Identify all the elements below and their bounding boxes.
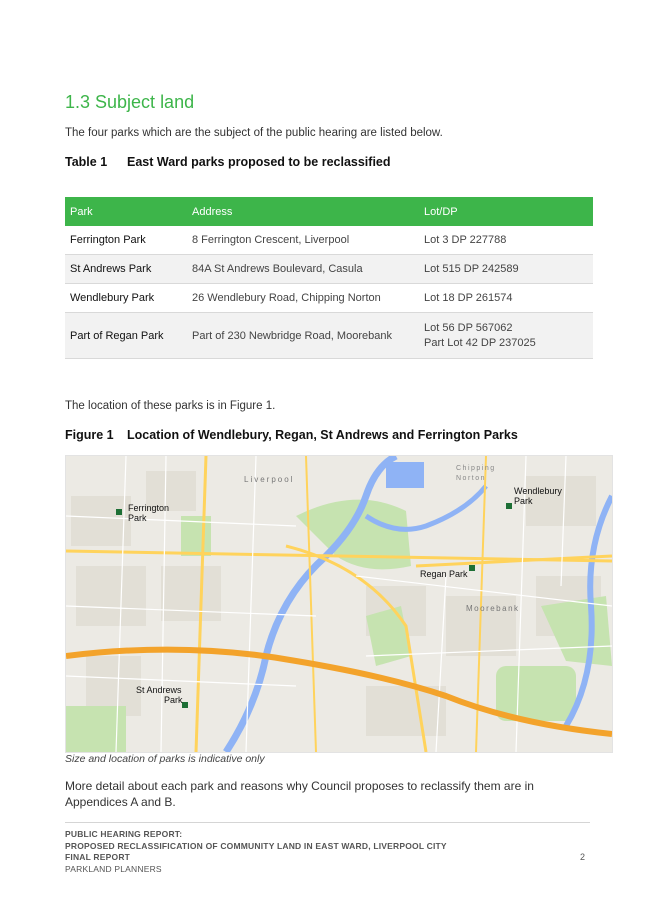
label-standrews-1: St Andrews (136, 685, 182, 695)
cell-park: Ferrington Park (65, 226, 187, 255)
map-caption: Size and location of parks is indicative only (65, 753, 265, 765)
section-heading: 1.3 Subject land (65, 92, 195, 112)
footer-line-4: PARKLAND PLANNERS (65, 863, 162, 874)
intro-paragraph: The four parks which are the subject of the public hearing are listed below. (65, 127, 443, 139)
table-header-row (65, 197, 593, 226)
table-row (65, 313, 593, 359)
cell-park: St Andrews Park (65, 255, 187, 284)
cell-park: Wendlebury Park (65, 284, 187, 313)
label-chipping: Chipping (456, 465, 496, 472)
standrews-marker (182, 702, 188, 708)
footer-line-2: PROPOSED RECLASSIFICATION OF COMMUNITY LAND IN EAST WARD, LIVERPOOL CITY (65, 840, 447, 851)
label-wendlebury-2: Park (514, 496, 533, 506)
page-footer (65, 829, 447, 875)
table-caption (65, 155, 391, 169)
figure-caption (65, 428, 518, 442)
regan-marker (469, 565, 475, 571)
cell-lot: Lot 3 DP 227788 (419, 226, 593, 255)
cell-lot (419, 313, 593, 359)
map-lake (386, 462, 424, 488)
header-park: Park (65, 197, 187, 226)
location-map (65, 455, 613, 753)
cell-address: Part of 230 Newbridge Road, Moorebank (187, 313, 419, 359)
label-liverpool: Liverpool (244, 475, 295, 484)
cell-address: 8 Ferrington Crescent, Liverpool (187, 226, 419, 255)
page-number: 2 (580, 852, 586, 862)
table-number: Table 1 (65, 155, 108, 169)
footer-divider (65, 822, 590, 823)
label-ferrington-1: Ferrington (128, 503, 170, 513)
table-row (65, 255, 593, 284)
more-detail-paragraph: More detail about each park and reasons why Council proposes to reclassify them are in Appendices A and B. (65, 779, 534, 809)
parks-table (65, 197, 593, 359)
cell-park: Part of Regan Park (65, 313, 187, 359)
lot-line-1: Lot 56 DP 567062 (424, 322, 513, 334)
cell-address: 84A St Andrews Boulevard, Casula (187, 255, 419, 284)
table-title: East Ward parks proposed to be reclassified (127, 155, 391, 169)
header-lot: Lot/DP (419, 197, 593, 226)
label-wendlebury-1: Wendlebury (514, 486, 562, 496)
label-norton: Norton (456, 475, 487, 482)
cell-address: 26 Wendlebury Road, Chipping Norton (187, 284, 419, 313)
lot-line-2: Part Lot 42 DP 237025 (424, 337, 536, 349)
label-regan: Regan Park (420, 569, 468, 579)
wendlebury-marker (506, 503, 512, 509)
figure-title: Location of Wendlebury, Regan, St Andrews and Ferrington Parks (127, 428, 518, 442)
label-moorebank: Moorebank (466, 604, 520, 613)
table-row (65, 284, 593, 313)
label-standrews-2: Park (164, 695, 183, 705)
ferrington-marker (116, 509, 122, 515)
table-row (65, 226, 593, 255)
map-svg (66, 456, 612, 752)
header-address: Address (187, 197, 419, 226)
label-ferrington-2: Park (128, 513, 147, 523)
cell-lot: Lot 515 DP 242589 (419, 255, 593, 284)
footer-line-3: FINAL REPORT (65, 852, 131, 862)
location-paragraph: The location of these parks is in Figure 1. (65, 400, 276, 412)
footer-line-1: PUBLIC HEARING REPORT: (65, 829, 183, 839)
figure-number: Figure 1 (65, 428, 114, 442)
cell-lot: Lot 18 DP 261574 (419, 284, 593, 313)
